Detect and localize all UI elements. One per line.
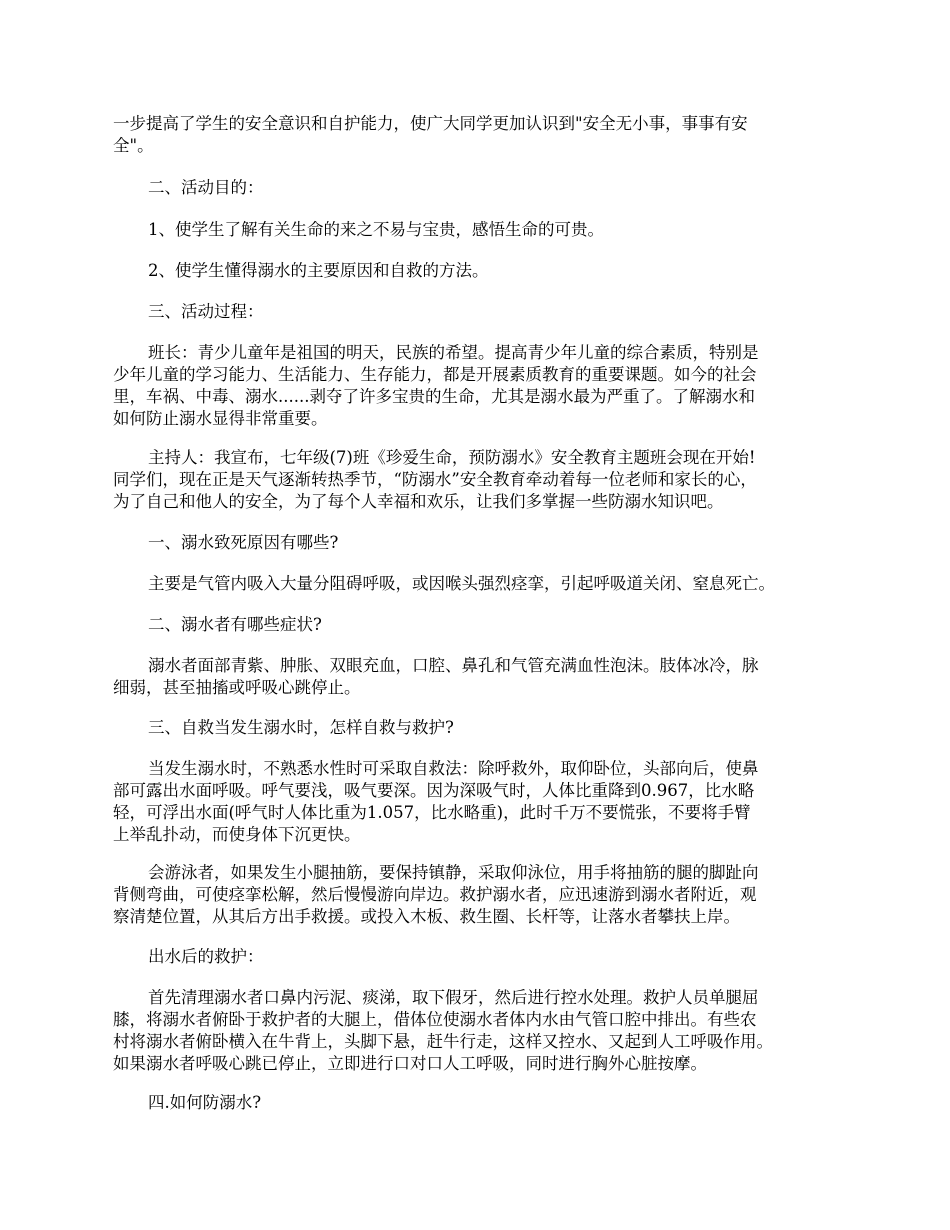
- text-line: 三、活动过程：: [148, 302, 264, 321]
- text-line: 少年儿童的学习能力、生活能力、生存能力，都是开展素质教育的重要课题。如今的社会: [113, 365, 757, 384]
- text-line: 会游泳者，如果发生小腿抽筋，要保持镇静，采取仰泳位，用手将抽筋的腿的脚趾向: [148, 863, 759, 882]
- text-line: 当发生溺水时，不熟悉水性时可采取自救法：除呼救外，取仰卧位，头部向后，使鼻: [148, 759, 759, 778]
- text-line: 一、溺水致死原因有哪些?: [148, 533, 339, 552]
- text-line: 全"。: [113, 136, 154, 155]
- paragraph-monitor-speech: [113, 342, 853, 430]
- text-line: 部可露出水面呼吸。呼气要浅，吸气要深。因为深吸气时，人体比重降到0.967，比水略: [113, 781, 755, 800]
- text-line: 出水后的救护：: [148, 947, 264, 966]
- paragraph-intro-continuation: [113, 113, 853, 157]
- heading-self-rescue: [113, 717, 853, 739]
- text-line: 察清楚位置，从其后方出手救援。或投入木板、救生圈、长杆等，让落水者攀扶上岸。: [113, 907, 740, 926]
- text-line: 轻，可浮出水面(呼气时人体比重为1.057，比水略重)，此时千万不要慌张，不要将手臂: [113, 803, 751, 822]
- text-line: 村将溺水者俯卧横入在牛背上，头脚下悬，赶牛行走，这样又控水、又起到人工呼吸作用。: [113, 1032, 773, 1051]
- text-line: 主要是气管内吸入大量分阻碍呼吸，或因喉头强烈痉挛，引起呼吸道关闭、窒息死亡。: [148, 574, 775, 593]
- text-line: 二、溺水者有哪些症状?: [148, 615, 322, 634]
- text-line: 主持人：我宣布，七年级(7)班《珍爱生命，预防溺水》安全教育主题班会现在开始!: [148, 448, 756, 467]
- paragraph-after-rescue: [113, 987, 853, 1075]
- text-line: 1、使学生了解有关生命的来之不易与宝贵，感悟生命的可贵。: [148, 220, 604, 239]
- paragraph-drowning-symptoms: [113, 655, 853, 699]
- heading-drowning-causes: [113, 532, 853, 554]
- text-line: 二、活动目的：: [148, 178, 264, 197]
- text-line: 如何防止溺水显得非常重要。: [113, 409, 328, 428]
- heading-after-rescue: [113, 946, 853, 968]
- heading-drowning-symptoms: [113, 614, 853, 636]
- text-line: 膝，将溺水者俯卧于救护者的大腿上，借体位使溺水者体内水由气管口腔中排出。有些农: [113, 1010, 757, 1029]
- text-line: 2、使学生懂得溺水的主要原因和自救的方法。: [148, 261, 489, 280]
- text-line: 如果溺水者呼吸心跳已停止，立即进行口对口人工呼吸，同时进行胸外心脏按摩。: [113, 1054, 707, 1073]
- list-item-goal-2: [113, 260, 853, 282]
- text-line: 三、自救当发生溺水时，怎样自救与救护?: [148, 718, 454, 737]
- paragraph-host-speech: [113, 447, 853, 513]
- list-item-goal-1: [113, 219, 853, 241]
- text-line: 同学们，现在正是天气逐渐转热季节，“防溺水”安全教育牵动着每一位老师和家长的心，: [113, 470, 757, 489]
- text-line: 首先清理溺水者口鼻内污泥、痰涕，取下假牙，然后进行控水处理。救护人员单腿屈: [148, 988, 759, 1007]
- paragraph-self-rescue: [113, 758, 853, 846]
- paragraph-swimmer-rescue: [113, 862, 853, 928]
- text-line: 班长：青少儿童年是祖国的明天，民族的希望。提高青少年儿童的综合素质，特别是: [148, 343, 759, 362]
- heading-activity-process: [113, 301, 853, 323]
- paragraph-drowning-causes: [113, 573, 853, 595]
- heading-prevent-drowning: [113, 1092, 853, 1114]
- text-line: 为了自己和他人的安全，为了每个人幸福和欢乐，让我们多掌握一些防溺水知识吧。: [113, 492, 724, 511]
- text-line: 四.如何防溺水?: [148, 1093, 262, 1112]
- text-line: 细弱，甚至抽搐或呼吸心跳停止。: [113, 678, 361, 697]
- text-line: 上举乱扑动，而使身体下沉更快。: [113, 825, 361, 844]
- heading-activity-goal: [113, 177, 853, 199]
- text-line: 溺水者面部青紫、肿胀、双眼充血，口腔、鼻孔和气管充满血性泡沫。肢体冰冷，脉: [148, 656, 759, 675]
- text-line: 一步提高了学生的安全意识和自护能力，使广大同学更加认识到"安全无小事，事事有安: [113, 114, 748, 133]
- text-line: 里，车祸、中毒、溺水......剥夺了许多宝贵的生命，尤其是溺水最为严重了。了解溺水和: [113, 387, 755, 406]
- text-line: 背侧弯曲，可使痉挛松解，然后慢慢游向岸边。救护溺水者，应迅速游到溺水者附近，观: [113, 885, 757, 904]
